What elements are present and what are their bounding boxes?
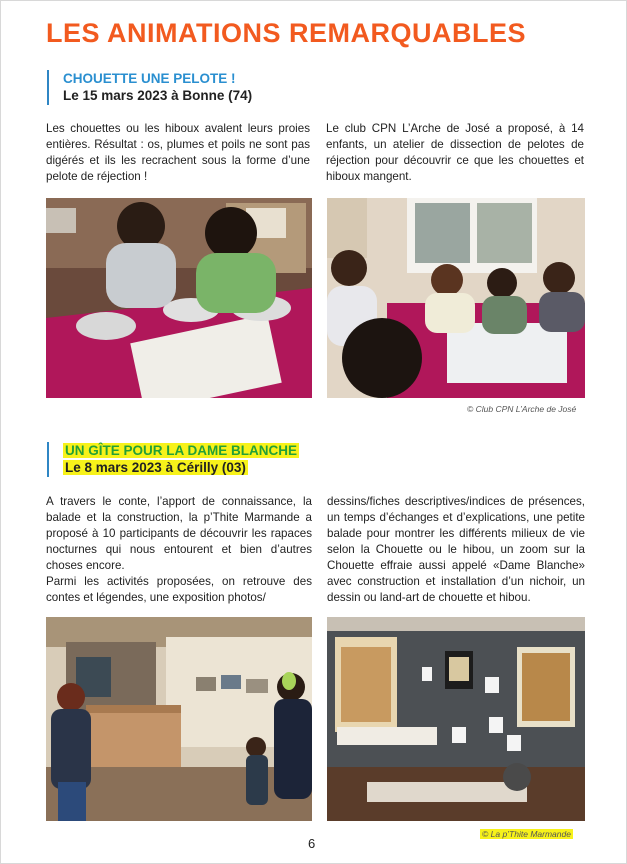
photo-credit [480,829,573,839]
photo-classroom-dissection [327,198,585,398]
photo-credit: © Club CPN L’Arche de José [467,404,577,414]
section-heading-dame-blanche [47,442,299,477]
text-column-left [46,494,312,606]
photo-nest-box-building [46,617,312,821]
photo-children-dissection [46,198,312,398]
section-date: Le 15 mars 2023 à Bonne (74) [63,88,253,103]
paragraph: Parmi les activités proposées, on retrouve des contes et légendes, une exposition photos/ [46,575,312,604]
section-date: Le 8 mars 2023 à Cérilly (03) [65,460,246,475]
paragraph: A travers le conte, l’apport de connaissance, la balade et la construction, la p’Thite Marmande a proposé à 10 participants de découvrir les rapaces nocturnes qui nous entourent et bien d’autres choses encore. [46,495,312,572]
page-number: 6 [308,836,316,851]
section-heading-pelote [47,70,252,105]
section-subtitle: CHOUETTE UNE PELOTE ! [63,71,236,86]
text-column-right: Le club CPN L’Arche de José a proposé, à 14 enfants, un atelier de dissection de pelotes de réjection pour découvrir ce que les chouettes et hiboux mangent. [326,122,584,183]
photo-credit-text: © La p’Thite Marmande [482,829,571,839]
section-subtitle: UN GÎTE POUR LA DAME BLANCHE [65,443,297,458]
photo-owl-exhibition [327,617,585,821]
page-title: LES ANIMATIONS REMARQUABLES [46,18,527,48]
text-column-left: Les chouettes ou les hiboux avalent leurs proies entières. Résultat : os, plumes et poils ne sont pas digérés et ils les recrachent sous la forme d’une pelote de réjection ! [46,122,310,183]
text-column-right: dessins/fiches descriptives/indices de présences, un temps d’échanges et d’explications, une petite balade pour montrer les différents milieux de vie selon la Chouette ou le hibou, un zoom sur la Chouette effraie aussi appelé «Dame Blanche» avec construction et installation d’un nichoir, un dessin ou land-art de chouette et hibou. [327,495,585,604]
